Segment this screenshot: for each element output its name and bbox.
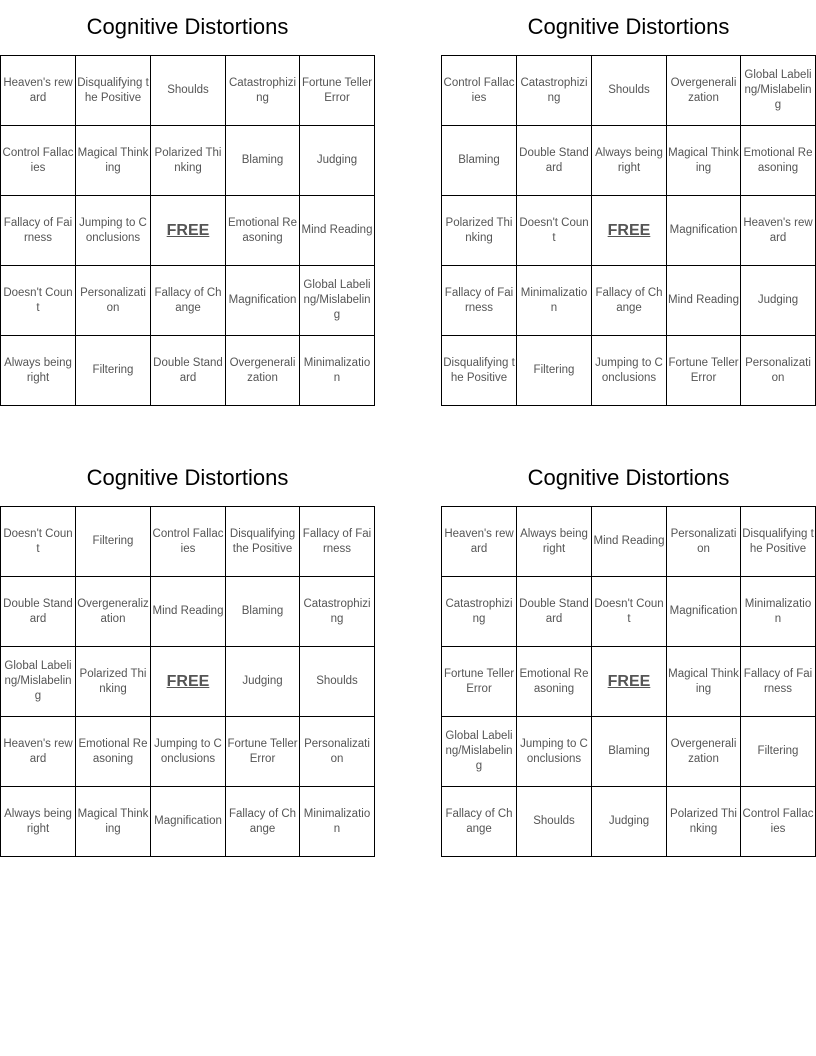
bingo-cell xyxy=(442,196,517,266)
bingo-grid xyxy=(0,506,375,857)
bingo-cell-label: Doesn't Count xyxy=(519,216,589,244)
bingo-cell-label: Fortune Teller Error xyxy=(301,76,373,104)
bingo-cell-label: Global Labeling/Mislabeling xyxy=(4,660,72,702)
bingo-cell-label: Global Labeling/Mislabeling xyxy=(744,69,812,111)
bingo-cell xyxy=(1,56,76,126)
bingo-cell xyxy=(667,126,741,196)
bingo-cell xyxy=(300,717,375,787)
bingo-cell-label: Filtering xyxy=(92,364,134,376)
bingo-cell xyxy=(151,577,226,647)
bingo-cell-label: Emotional Reasoning xyxy=(227,216,298,244)
card-title: Cognitive Distortions xyxy=(527,465,730,490)
bingo-cell-label: Control Fallacies xyxy=(2,146,74,174)
bingo-cell xyxy=(76,56,151,126)
bingo-cell xyxy=(76,126,151,196)
bingo-cell xyxy=(76,787,151,857)
bingo-cell-label: Catastrophizing xyxy=(228,76,297,104)
bingo-cell xyxy=(517,577,592,647)
bingo-cell xyxy=(300,56,375,126)
bingo-cell-label: Emotional Reasoning xyxy=(743,146,813,174)
bingo-cell-label: Shoulds xyxy=(316,675,358,687)
bingo-cell xyxy=(741,336,816,406)
bingo-cell-label: Heaven's reward xyxy=(3,76,73,104)
bingo-cell-label: Fallacy of Change xyxy=(445,807,513,835)
bingo-cell-label: Shoulds xyxy=(533,815,575,827)
bingo-cell xyxy=(300,577,375,647)
bingo-cell xyxy=(667,266,741,336)
bingo-cell xyxy=(76,647,151,717)
bingo-cell xyxy=(442,266,517,336)
bingo-cell-label: FREE xyxy=(166,673,210,690)
bingo-cell xyxy=(300,507,375,577)
card-title: Cognitive Distortions xyxy=(86,14,289,39)
bingo-cell-label: Fallacy of Change xyxy=(228,807,297,835)
bingo-cell-label: Polarized Thinking xyxy=(79,667,147,695)
bingo-cell-label: Fallacy of Fairness xyxy=(444,286,514,314)
bingo-cell-label: Blaming xyxy=(241,605,284,617)
bingo-cell-label: Disqualifying the Positive xyxy=(77,76,149,104)
bingo-cell xyxy=(592,507,667,577)
bingo-grid xyxy=(441,55,816,406)
bingo-cell-label: Magical Thinking xyxy=(77,807,149,835)
bingo-cell-label: Always being right xyxy=(520,527,588,555)
bingo-cell xyxy=(517,266,592,336)
bingo-cell-label: Judging xyxy=(242,675,283,687)
bingo-grid xyxy=(441,506,816,857)
bingo-cell xyxy=(667,56,741,126)
bingo-cell xyxy=(300,647,375,717)
bingo-cell-label: Jumping to Conclusions xyxy=(595,356,663,384)
bingo-cell-label: Double Standard xyxy=(153,356,223,384)
bingo-cell-label: Minimalization xyxy=(303,356,371,384)
bingo-cell-label: Double Standard xyxy=(3,597,73,625)
bingo-cell-label: Double Standard xyxy=(519,597,589,625)
bingo-cell-label: Doesn't Count xyxy=(3,527,73,555)
bingo-cell-label: Overgeneralization xyxy=(229,356,296,384)
bingo-cell xyxy=(741,577,816,647)
free-space-cell xyxy=(592,647,667,717)
bingo-cell-label: Judging xyxy=(757,294,799,306)
bingo-cell-label: Fallacy of Fairness xyxy=(3,216,73,244)
bingo-cell xyxy=(517,336,592,406)
bingo-cell-label: Mind Reading xyxy=(152,605,224,617)
bingo-cell-label: Magical Thinking xyxy=(77,146,149,174)
bingo-cell xyxy=(517,507,592,577)
bingo-cell xyxy=(592,266,667,336)
bingo-cell-label: Always being right xyxy=(4,356,72,384)
bingo-cell xyxy=(151,787,226,857)
bingo-cell xyxy=(741,507,816,577)
bingo-cell xyxy=(151,56,226,126)
free-space-cell xyxy=(151,647,226,717)
bingo-cell xyxy=(517,126,592,196)
bingo-cell-label: Disqualifying the Positive xyxy=(742,527,814,555)
bingo-cell xyxy=(151,717,226,787)
bingo-cell xyxy=(517,56,592,126)
bingo-cell xyxy=(592,336,667,406)
bingo-cell-label: Doesn't Count xyxy=(594,597,664,625)
bingo-cell-label: Personalization xyxy=(80,286,146,314)
bingo-cell xyxy=(151,126,226,196)
bingo-cell xyxy=(226,56,300,126)
bingo-cell-label: Magical Thinking xyxy=(668,146,739,174)
bingo-cell xyxy=(592,56,667,126)
bingo-cell-label: Emotional Reasoning xyxy=(519,667,589,695)
bingo-cell-label: Catastrophizing xyxy=(445,597,513,625)
bingo-cell xyxy=(76,577,151,647)
bingo-cell xyxy=(741,126,816,196)
bingo-cell xyxy=(592,787,667,857)
bingo-cell-label: Polarized Thinking xyxy=(154,146,222,174)
bingo-cell xyxy=(151,507,226,577)
card-title: Cognitive Distortions xyxy=(527,14,730,39)
bingo-cell xyxy=(442,336,517,406)
bingo-cell-label: Filtering xyxy=(757,745,799,757)
bingo-cell-label: Jumping to Conclusions xyxy=(520,737,588,765)
bingo-cell-label: Personalization xyxy=(304,737,370,765)
bingo-cell-label: Fortune Teller Error xyxy=(443,667,515,695)
bingo-cell-label: Heaven's reward xyxy=(444,527,514,555)
bingo-cell-label: Fallacy of Change xyxy=(595,286,663,314)
bingo-cell-label: Overgeneralization xyxy=(77,597,149,625)
bingo-cell-label: Doesn't Count xyxy=(3,286,73,314)
bingo-cell-label: Emotional Reasoning xyxy=(78,737,148,765)
bingo-cell xyxy=(442,717,517,787)
bingo-cell-label: Mind Reading xyxy=(301,224,373,236)
bingo-cell xyxy=(151,336,226,406)
bingo-cell xyxy=(442,126,517,196)
bingo-cell xyxy=(517,717,592,787)
free-space-cell xyxy=(592,196,667,266)
bingo-cell-label: Minimalization xyxy=(520,286,588,314)
bingo-cell-label: Shoulds xyxy=(608,84,650,96)
bingo-cell-label: Overgeneralization xyxy=(670,76,737,104)
bingo-cell xyxy=(1,787,76,857)
bingo-cell xyxy=(300,126,375,196)
bingo-cell-label: Disqualifying the Positive xyxy=(229,527,296,555)
bingo-cell xyxy=(442,577,517,647)
bingo-cell-label: Mind Reading xyxy=(593,535,665,547)
bingo-cell-label: Overgeneralization xyxy=(670,737,737,765)
bingo-cell xyxy=(517,787,592,857)
bingo-cell xyxy=(667,787,741,857)
bingo-cell xyxy=(741,647,816,717)
bingo-cell xyxy=(667,507,741,577)
bingo-cell-label: Magnification xyxy=(154,815,222,827)
bingo-cell xyxy=(667,336,741,406)
bingo-cell-label: Fallacy of Change xyxy=(154,286,222,314)
bingo-cell-label: Blaming xyxy=(241,154,284,166)
bingo-cell xyxy=(1,266,76,336)
bingo-cell xyxy=(226,717,300,787)
bingo-cell-label: Control Fallacies xyxy=(742,807,814,835)
bingo-cell xyxy=(741,717,816,787)
bingo-cell xyxy=(442,647,517,717)
bingo-cell-label: Control Fallacies xyxy=(443,76,515,104)
bingo-cell-label: Catastrophizing xyxy=(303,597,371,625)
bingo-cell-label: Minimalization xyxy=(744,597,812,625)
bingo-cell-label: Control Fallacies xyxy=(152,527,224,555)
bingo-cell-label: Mind Reading xyxy=(668,294,739,306)
bingo-cell-label: Personalization xyxy=(745,356,811,384)
bingo-cell-label: Heaven's reward xyxy=(3,737,73,765)
bingo-cell-label: Filtering xyxy=(92,535,134,547)
bingo-cell-label: Jumping to Conclusions xyxy=(79,216,147,244)
bingo-cell-label: Catastrophizing xyxy=(520,76,588,104)
bingo-cell-label: Fortune Teller Error xyxy=(668,356,739,384)
bingo-cell-label: FREE xyxy=(166,222,210,239)
bingo-cell-label: Always being right xyxy=(595,146,663,174)
bingo-cell-label: Judging xyxy=(316,154,358,166)
bingo-cell xyxy=(151,266,226,336)
bingo-cell-label: Double Standard xyxy=(519,146,589,174)
bingo-cell-label: Polarized Thinking xyxy=(670,807,737,835)
bingo-cell xyxy=(741,266,816,336)
bingo-cell xyxy=(300,266,375,336)
bingo-cell xyxy=(592,717,667,787)
bingo-cell-label: Minimalization xyxy=(303,807,371,835)
bingo-cell xyxy=(76,717,151,787)
bingo-cell xyxy=(226,647,300,717)
bingo-cell xyxy=(1,507,76,577)
bingo-grid xyxy=(0,55,375,406)
bingo-cell xyxy=(226,336,300,406)
bingo-cell xyxy=(741,56,816,126)
bingo-cell-label: Filtering xyxy=(533,364,575,376)
bingo-cell-label: FREE xyxy=(607,673,651,690)
bingo-cell xyxy=(226,507,300,577)
bingo-cell xyxy=(741,787,816,857)
bingo-cell-label: Judging xyxy=(608,815,650,827)
bingo-cell xyxy=(76,507,151,577)
bingo-cell xyxy=(226,266,300,336)
bingo-cell-label: Magnification xyxy=(669,224,738,236)
bingo-cell xyxy=(76,196,151,266)
bingo-cell-label: Polarized Thinking xyxy=(445,216,513,244)
bingo-cell-label: Fallacy of Fairness xyxy=(302,527,372,555)
bingo-cell xyxy=(76,266,151,336)
bingo-cell xyxy=(442,507,517,577)
bingo-cell-label: Always being right xyxy=(4,807,72,835)
bingo-cell-label: Global Labeling/Mislabeling xyxy=(303,279,371,321)
bingo-cell xyxy=(300,196,375,266)
bingo-cell xyxy=(592,577,667,647)
bingo-cell xyxy=(442,787,517,857)
free-space-cell xyxy=(151,196,226,266)
bingo-cell-label: Fallacy of Fairness xyxy=(743,667,813,695)
bingo-cell-label: FREE xyxy=(607,222,651,239)
bingo-cell xyxy=(1,126,76,196)
bingo-cell-label: Blaming xyxy=(458,154,500,166)
bingo-cell-label: Blaming xyxy=(608,745,650,757)
bingo-cell xyxy=(592,126,667,196)
bingo-cell-label: Jumping to Conclusions xyxy=(154,737,222,765)
bingo-cell xyxy=(226,126,300,196)
bingo-cell-label: Global Labeling/Mislabeling xyxy=(445,730,513,772)
bingo-cell xyxy=(1,577,76,647)
bingo-cell xyxy=(667,577,741,647)
bingo-cell xyxy=(226,577,300,647)
bingo-cell xyxy=(226,787,300,857)
bingo-cell-label: Shoulds xyxy=(167,84,209,96)
bingo-cell xyxy=(442,56,517,126)
bingo-cell xyxy=(517,647,592,717)
bingo-cell-label: Fortune Teller Error xyxy=(227,737,298,765)
bingo-cell-label: Personalization xyxy=(670,527,737,555)
bingo-cell xyxy=(667,196,741,266)
bingo-cell-label: Magnification xyxy=(228,294,297,306)
bingo-cell xyxy=(300,336,375,406)
bingo-cell xyxy=(1,717,76,787)
bingo-cell xyxy=(1,647,76,717)
bingo-cell-label: Magical Thinking xyxy=(668,667,739,695)
card-title: Cognitive Distortions xyxy=(86,465,289,490)
bingo-cell xyxy=(300,787,375,857)
bingo-cell-label: Heaven's reward xyxy=(743,216,813,244)
bingo-cell xyxy=(667,647,741,717)
bingo-cell xyxy=(1,336,76,406)
bingo-cell xyxy=(517,196,592,266)
bingo-cell-label: Disqualifying the Positive xyxy=(443,356,515,384)
bingo-cell-label: Magnification xyxy=(669,605,738,617)
bingo-cell xyxy=(667,717,741,787)
bingo-cell xyxy=(741,196,816,266)
bingo-cell xyxy=(1,196,76,266)
bingo-cell xyxy=(76,336,151,406)
bingo-cell xyxy=(226,196,300,266)
